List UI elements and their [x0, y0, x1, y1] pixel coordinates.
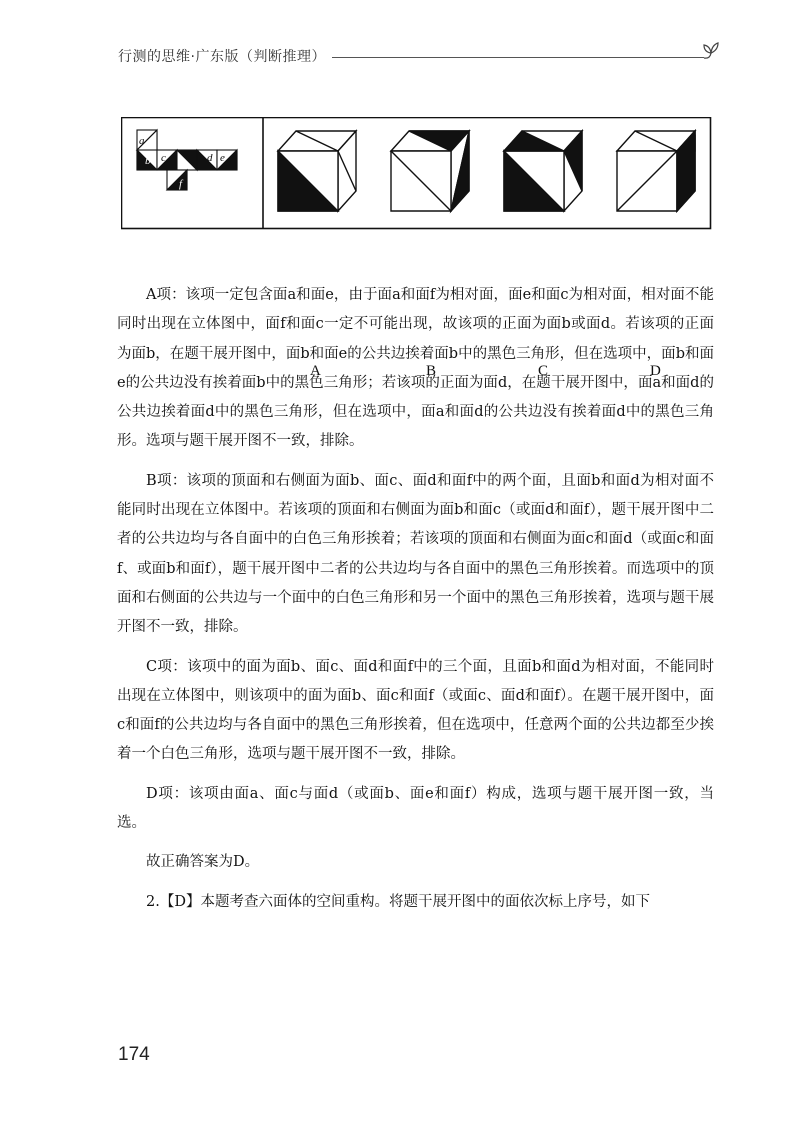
- cube-option-c: [504, 131, 582, 211]
- paragraph-option-b: B项：该项的顶面和右侧面为面b、面c、面d和面f中的两个面，且面b和面d为相对面不能同时出现在立体图中。若该项的顶面和右侧面为面b和面c（或面d和面f），题干展开图中二者的公共边均与各自面中的白色三角形挨着；若该项的顶面和右侧面为面c和面d（或面c和面f、或面b和面f），题干展开图中二者的公共边均与各自面中的黑色三角形挨着。而选项中的顶面和右侧面的公共边与一个面中的白色三角形和另一个面中的黑色三角形挨着，选项与题干展开图不一致，排除。: [117, 472, 714, 636]
- option-label-a: A: [310, 363, 321, 379]
- net-label-a: a: [139, 135, 145, 147]
- option-label-b: B: [426, 363, 437, 379]
- header-rule: [332, 57, 704, 58]
- explanation-text: [117, 281, 714, 920]
- running-header: [118, 40, 718, 80]
- paragraph-answer: 故正确答案为D。: [146, 854, 260, 871]
- page-number: 174: [118, 1044, 150, 1065]
- net-label-b: b: [145, 155, 151, 167]
- paragraph-option-a: A项：该项一定包含面a和面e，由于面a和面f为相对面，面e和面c为相对面，相对面不能同时出现在立体图中，面f和面c一定不可能出现，故该项的正面为面b或面d。若该项的正面为面b，在题干展开图中，面b和面e的公共边挨着面b中的黑色三角形，但在选项中，面b和面e的公共边没有挨着面b中的黑色三角形；若该项的正面为面d，在题干展开图中，面a和面d的公共边挨着面d中的黑色三角形，但在选项中，面a和面d的公共边没有挨着面d中的黑色三角形。选项与题干展开图不一致，排除。: [117, 287, 714, 450]
- paragraph-option-d: D项：该项由面a、面c与面d（或面b、面e和面f）构成，选项与题干展开图一致，当选。: [117, 785, 714, 832]
- option-label-c: C: [538, 363, 549, 379]
- net-label-f: f: [179, 178, 183, 190]
- cube-option-d: [617, 131, 695, 211]
- paragraph-question-2: 2.【D】本题考查六面体的空间重构。将题干展开图中的面依次标上序号，如下: [146, 893, 650, 910]
- option-label-d: D: [650, 363, 661, 379]
- net-label-e: e: [220, 152, 225, 164]
- net-label-c: c: [161, 152, 166, 164]
- net-label-d: d: [207, 152, 213, 164]
- paragraph-option-c: C项：该项中的面为面b、面c、面d和面f中的三个面，且面b和面d为相对面，不能同时出现在立体图中，则该项中的面为面b、面c和面f（或面c、面d和面f）。在题干展开图中，面c和面f的公共边均与各自面中的黑色三角形挨着，但在选项中，任意两个面的公共边都至少挨着一个白色三角形，选项与题干展开图不一致，排除。: [117, 658, 714, 763]
- figure-svg: [121, 117, 721, 232]
- header-title: 行测的思维·广东版（判断推理）: [118, 49, 326, 65]
- cube-option-a: [278, 131, 356, 211]
- sprout-icon: [700, 40, 722, 64]
- cube-option-b: [391, 131, 469, 211]
